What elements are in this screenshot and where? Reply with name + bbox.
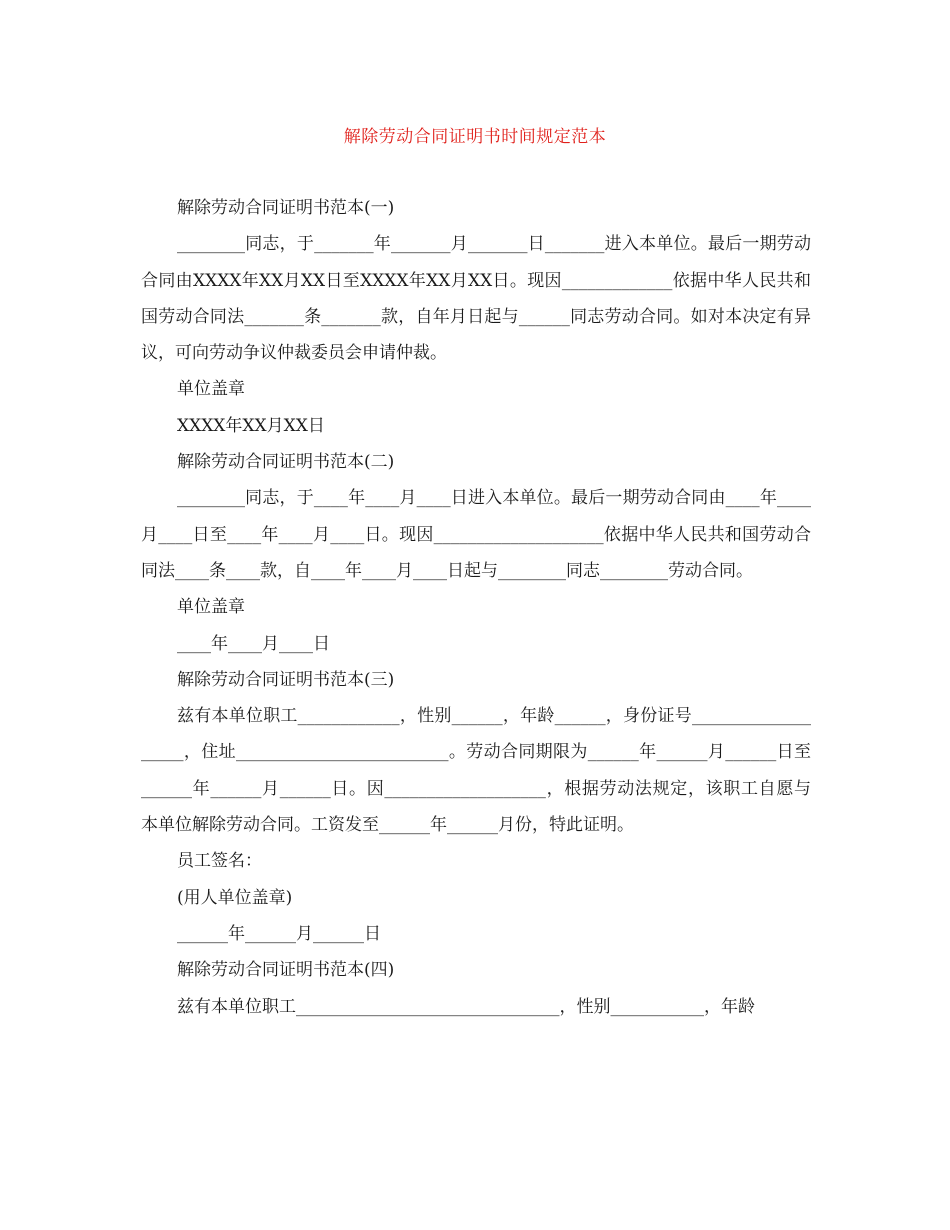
date-line-2: ____年____月____日 [177,633,330,654]
paragraph-section-4: 兹有本单位职工_______________________________，性别___________，年龄 [177,996,755,1017]
date-line-1: XXXX年XX月XX日 [177,415,325,436]
employer-seal-label: (用人单位盖章) [177,887,293,908]
section-heading-1: 解除劳动合同证明书范本(一) [177,198,395,218]
company-seal-label-2: 单位盖章 [177,597,245,618]
date-line-3: ______年______月______日 [177,923,381,944]
section-heading-3: 解除劳动合同证明书范本(三) [177,669,395,690]
document-title: 解除劳动合同证明书时间规定范本 [343,127,607,147]
section-heading-4: 解除劳动合同证明书范本(四) [177,960,395,981]
paragraph-section-2: ________同志，于____年____月____日进入本单位。最后一期劳动合同由____年____月____日至____年____月____日。现因____________________依据中华人民共和国劳动合同法____条____款，自____年____月____日起与________同志________劳动合同。 [141,488,811,581]
company-seal-label-1: 单位盖章 [177,379,245,400]
employee-signature-label: 员工签名： [177,851,262,872]
paragraph-section-1: ________同志，于_______年_______月_______日_______进入本单位。最后一期劳动合同由XXXX年XX月XX日至XXXX年XX月XX日。现因_____________依据中华人民共和国劳动合同法_______条_______款，自年月日起与______同志劳动合同。如对本决定有异议，可向劳动争议仲裁委员会申请仲裁。 [141,234,811,364]
paragraph-section-3: 兹有本单位职工____________，性别______，年龄______，身份证号___________________，住址_________________________。劳动合同期限为______年______月______日至______年______月______日。因___________________，根据劳动法规定，该职工自愿与本单位解除劳动合同。工资发至______年______月份，特此证明。 [141,706,811,836]
section-heading-2: 解除劳动合同证明书范本(二) [177,452,395,473]
document-body [141,190,811,1025]
